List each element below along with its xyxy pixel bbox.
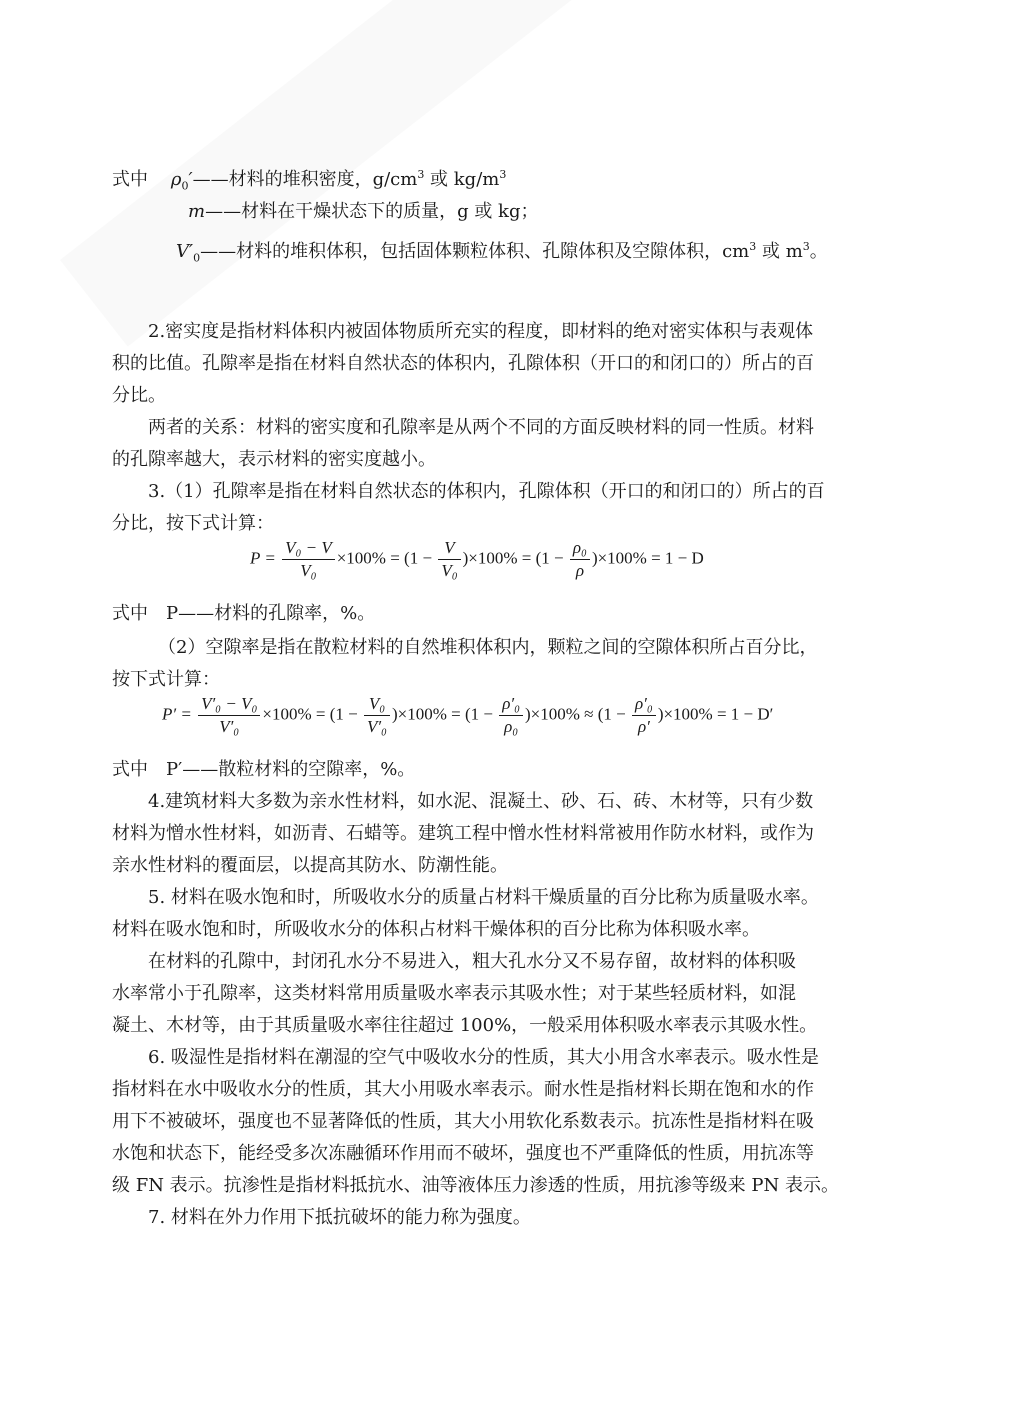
p6-line-5: 级 FN 表示。抗渗性是指材料抵抗水、油等液体压力渗透的性质，用抗渗等级来 PN 表示。 bbox=[112, 1175, 839, 1196]
v-description: ——材料的堆积体积，包括固体颗粒体积、孔隙体积及空隙体积，cm bbox=[200, 241, 750, 262]
p3-line-4: 按下式计算： bbox=[112, 669, 220, 690]
cm3-superscript: 3 bbox=[417, 168, 425, 181]
eq1-f3-den: ρ bbox=[575, 561, 584, 580]
eq2-f2-den: V′₀ bbox=[366, 717, 387, 736]
eq2-fraction-4 bbox=[632, 694, 656, 737]
eq1-lhs: P = bbox=[250, 548, 276, 568]
eq2-f2-num: V₀ bbox=[364, 694, 390, 716]
p3-line-2: 分比，按下式计算： bbox=[112, 513, 274, 534]
p7-line-1: 7. 材料在外力作用下抵抗破坏的能力称为强度。 bbox=[148, 1207, 531, 1228]
def-v-line bbox=[176, 240, 828, 264]
eq2-fraction-2 bbox=[364, 694, 390, 737]
def-prefix: 式中 bbox=[112, 169, 148, 190]
rho-description: ——材料的堆积密度，g/cm bbox=[192, 169, 418, 190]
p6-line-3: 用下不被破坏，强度也不显著降低的性质，其大小用软化系数表示。抗冻性是指材料在吸 bbox=[112, 1111, 814, 1132]
p2-line-2: 积的比值。孔隙率是指在材料自然状态的体积内，孔隙体积（开口的和闭口的）所占的百 bbox=[112, 353, 814, 374]
p3-line-3: （2）空隙率是指在散粒材料的自然堆积体积内，颗粒之间的空隙体积所占百分比， bbox=[158, 637, 818, 658]
eq2-term-2: )×100% = (1 − bbox=[391, 704, 493, 724]
eq1-fraction-3 bbox=[570, 538, 590, 581]
eq1-fraction-1 bbox=[282, 538, 335, 581]
v-cm3-superscript: 3 bbox=[749, 240, 757, 253]
void-ratio-equation bbox=[162, 694, 773, 737]
p5-line-3: 在材料的孔隙中，封闭孔水分不易进入，粗大孔水分又不易存留，故材料的体积吸 bbox=[148, 951, 796, 972]
p3-def-2: 式中 P′——散粒材料的空隙率，%。 bbox=[112, 759, 416, 780]
p5-line-2: 材料在吸水饱和时，所吸收水分的体积占材料干燥体积的百分比称为体积吸水率。 bbox=[112, 919, 760, 940]
eq2-term-4: )×100% = 1 − D′ bbox=[657, 704, 774, 724]
v-m3-superscript: 3 bbox=[802, 240, 810, 253]
eq2-fraction-1 bbox=[198, 694, 260, 737]
def-m-line bbox=[188, 200, 538, 224]
eq2-lhs: P′ = bbox=[162, 704, 192, 724]
rho-subscript: 0 bbox=[181, 179, 189, 193]
p6-line-1: 6. 吸湿性是指材料在潮湿的空气中吸收水分的性质，其大小用含水率表示。吸水性是 bbox=[148, 1047, 819, 1068]
eq1-f2-num: V bbox=[438, 538, 460, 560]
eq2-f4-num: ρ′₀ bbox=[632, 694, 656, 716]
v-subscript: 0 bbox=[193, 251, 201, 265]
eq1-term-3: )×100% = 1 − D bbox=[591, 548, 704, 568]
p4-line-1: 4.建筑材料大多数为亲水性材料，如水泥、混凝土、砂、石、砖、木材等，只有少数 bbox=[148, 791, 814, 812]
p2-line-1: 2.密实度是指材料体积内被固体物质所充实的程度，即材料的绝对密实体积与表观体 bbox=[148, 321, 814, 342]
p3-line-1: 3.（1）孔隙率是指在材料自然状态的体积内，孔隙体积（开口的和闭口的）所占的百 bbox=[148, 481, 825, 502]
def-rho-line bbox=[112, 168, 506, 192]
eq1-f1-den: V₀ bbox=[300, 561, 317, 580]
eq2-f3-den: ρ₀ bbox=[504, 717, 519, 736]
p6-line-4: 水饱和状态下，能经受多次冻融循环作用而不破坏，强度也不严重降低的性质，用抗冻等 bbox=[112, 1143, 814, 1164]
p6-line-2: 指材料在水中吸收水分的性质，其大小用吸水率表示。耐水性是指材料长期在饱和水的作 bbox=[112, 1079, 814, 1100]
v-symbol: V′ bbox=[176, 241, 194, 262]
eq2-fraction-3 bbox=[499, 694, 523, 737]
eq2-f1-den: V′₀ bbox=[219, 717, 240, 736]
eq2-term-1: ×100% = (1 − bbox=[262, 704, 358, 724]
p3-def-1: 式中 P——材料的孔隙率，%。 bbox=[112, 603, 376, 624]
p5-line-5: 凝土、木材等，由于其质量吸水率往往超过 100%，一般采用体积吸水率表示其吸水性。 bbox=[112, 1015, 818, 1036]
p2-line-4: 两者的关系：材料的密实度和孔隙率是从两个不同的方面反映材料的同一性质。材料 bbox=[148, 417, 814, 438]
eq1-f2-den: V₀ bbox=[441, 561, 458, 580]
porosity-equation bbox=[250, 538, 704, 581]
m-description: ——材料在干燥状态下的质量，g 或 kg； bbox=[205, 201, 539, 222]
p4-line-3: 亲水性材料的覆面层，以提高其防水、防潮性能。 bbox=[112, 855, 508, 876]
p5-line-1: 5. 材料在吸水饱和时，所吸收水分的质量占材料干燥质量的百分比称为质量吸水率。 bbox=[148, 887, 819, 908]
p4-line-2: 材料为憎水性材料，如沥青、石蜡等。建筑工程中憎水性材料常被用作防水材料，或作为 bbox=[112, 823, 814, 844]
eq1-term-2: )×100% = (1 − bbox=[462, 548, 564, 568]
p2-line-5: 的孔隙率越大，表示材料的密实度越小。 bbox=[112, 449, 436, 470]
rho-symbol: ρ bbox=[170, 169, 182, 190]
eq2-f1-num: V′₀ − V₀ bbox=[198, 694, 260, 716]
p5-line-4: 水率常小于孔隙率，这类材料常用质量吸水率表示其吸水性；对于某些轻质材料，如混 bbox=[112, 983, 796, 1004]
v-unit-mid: 或 m bbox=[756, 241, 803, 262]
m-symbol: m bbox=[188, 201, 206, 222]
m3-superscript: 3 bbox=[499, 168, 507, 181]
eq1-term-1: ×100% = (1 − bbox=[336, 548, 433, 568]
eq2-f3-num: ρ′₀ bbox=[499, 694, 523, 716]
p2-line-3: 分比。 bbox=[112, 385, 166, 406]
eq1-f1-num: V₀ − V bbox=[282, 538, 335, 560]
eq2-f4-den: ρ′ bbox=[637, 717, 650, 736]
eq1-fraction-2 bbox=[438, 538, 460, 581]
eq1-f3-num: ρ₀ bbox=[570, 538, 590, 560]
eq2-term-3: )×100% ≈ (1 − bbox=[525, 704, 626, 724]
rho-unit-tail: 或 kg/m bbox=[424, 169, 500, 190]
rho-prime: ′ bbox=[188, 169, 193, 190]
v-end: 。 bbox=[809, 241, 828, 262]
